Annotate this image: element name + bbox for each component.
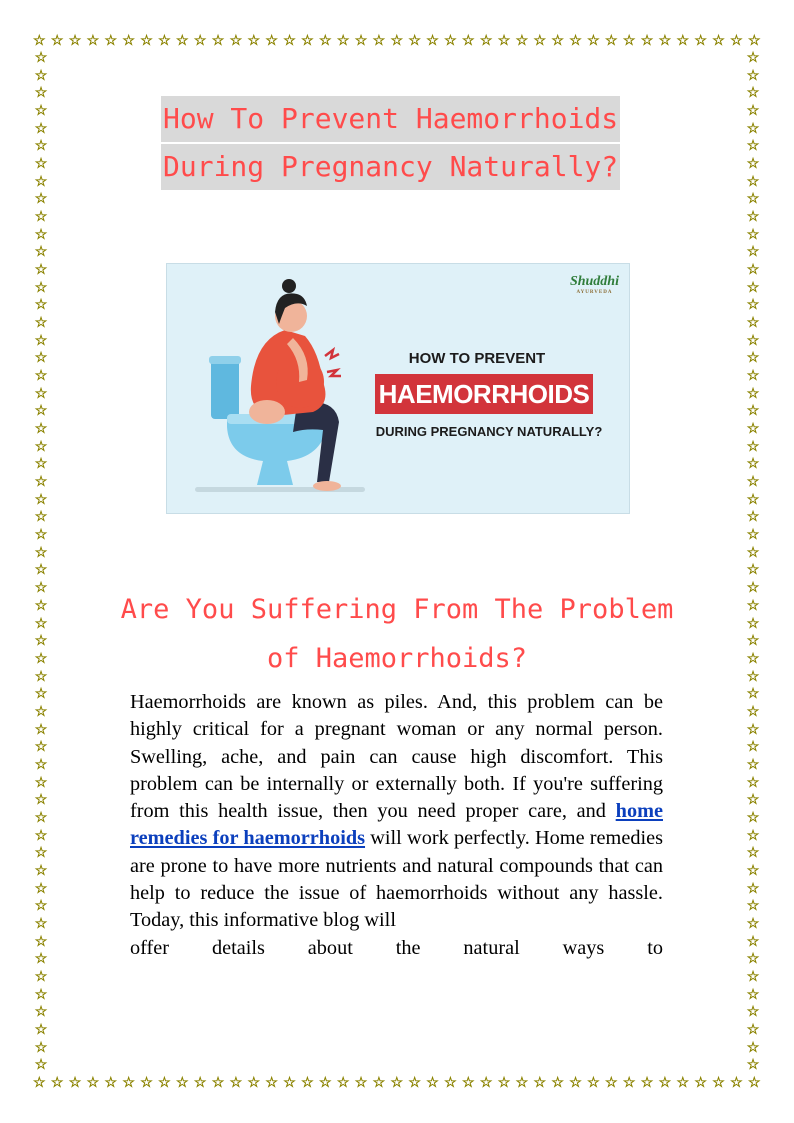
star-icon: ☆ [746, 456, 760, 473]
star-icon: ☆ [746, 332, 760, 349]
star-icon: ☆ [176, 33, 189, 49]
star-icon: ☆ [140, 33, 153, 49]
star-icon: ☆ [746, 156, 760, 173]
star-icon: ☆ [34, 562, 48, 579]
star-icon: ☆ [746, 421, 760, 438]
star-icon: ☆ [746, 986, 760, 1003]
star-icon: ☆ [551, 33, 564, 49]
star-icon: ☆ [746, 915, 760, 932]
star-icon: ☆ [34, 686, 48, 703]
star-icon: ☆ [746, 633, 760, 650]
star-icon: ☆ [34, 385, 48, 402]
star-icon: ☆ [746, 686, 760, 703]
star-icon: ☆ [746, 597, 760, 614]
star-icon: ☆ [372, 33, 386, 49]
star-icon: ☆ [497, 33, 511, 49]
star-icon: ☆ [746, 138, 760, 155]
star-icon: ☆ [587, 1075, 600, 1091]
paragraph-text-2: will work perfectly. Home remedies are prone to have more nutrients and natural compounds that can help to reduce the issue of haemorrhoids without any hassle. Today, this informative blog will [130, 827, 664, 932]
star-icon: ☆ [746, 50, 760, 66]
star-icon: ☆ [640, 33, 654, 49]
star-icon: ☆ [746, 650, 760, 667]
home-remedies-link[interactable]: home remedies for haemorrhoids [130, 800, 663, 850]
section-heading [100, 585, 694, 683]
star-icon: ☆ [746, 756, 760, 773]
hero-line-1: HOW TO PREVENT [408, 350, 546, 367]
star-icon: ☆ [372, 1075, 386, 1091]
star-icon: ☆ [34, 244, 48, 261]
star-icon: ☆ [605, 1075, 618, 1091]
star-icon: ☆ [34, 156, 48, 173]
star-icon: ☆ [746, 562, 760, 579]
star-icon: ☆ [34, 332, 48, 349]
star-icon: ☆ [746, 509, 760, 526]
star-icon: ☆ [34, 421, 48, 438]
star-icon: ☆ [390, 33, 404, 49]
star-icon: ☆ [746, 209, 760, 226]
star-icon: ☆ [34, 650, 48, 667]
star-icon: ☆ [34, 279, 48, 296]
star-icon: ☆ [34, 67, 48, 84]
star-icon: ☆ [34, 103, 48, 120]
paragraph-text-1: Haemorrhoids are known as piles. And, this problem can be highly critical for a pregnant woman or any normal person. Swelling, ache, and pain can cause high discomfort. This problem can be internally or externally both. If you're suffering from this health issue, then you need proper care, and [130, 691, 663, 823]
star-icon: ☆ [622, 33, 636, 49]
star-icon: ☆ [34, 191, 48, 208]
star-icon: ☆ [50, 1075, 64, 1091]
heading-line-2: of Haemorrhoids? [266, 643, 528, 674]
star-icon: ☆ [746, 880, 760, 897]
star-icon: ☆ [746, 1021, 760, 1038]
star-icon: ☆ [746, 1004, 760, 1021]
star-icon: ☆ [354, 33, 368, 49]
star-icon: ☆ [533, 33, 547, 49]
star-icon: ☆ [176, 1075, 189, 1091]
star-icon: ☆ [515, 33, 529, 49]
star-icon: ☆ [265, 33, 278, 49]
star-icon: ☆ [34, 951, 48, 968]
star-icon: ☆ [730, 1075, 743, 1091]
star-border-left [33, 51, 49, 1073]
star-icon: ☆ [193, 33, 207, 49]
star-icon: ☆ [319, 33, 332, 49]
star-icon: ☆ [34, 350, 48, 367]
star-icon: ☆ [34, 474, 48, 491]
star-icon: ☆ [33, 33, 46, 49]
star-icon: ☆ [34, 368, 48, 385]
star-icon: ☆ [68, 1075, 82, 1091]
star-icon: ☆ [746, 862, 760, 879]
page-title [161, 96, 651, 192]
star-icon: ☆ [34, 120, 48, 137]
star-icon: ☆ [68, 33, 82, 49]
star-icon: ☆ [746, 968, 760, 985]
star-icon: ☆ [746, 368, 760, 385]
star-icon: ☆ [247, 33, 261, 49]
star-icon: ☆ [479, 33, 493, 49]
star-icon: ☆ [444, 1075, 457, 1091]
star-icon: ☆ [676, 1075, 690, 1091]
star-icon: ☆ [746, 474, 760, 491]
star-icon: ☆ [746, 951, 760, 968]
star-icon: ☆ [34, 50, 48, 66]
star-icon: ☆ [746, 845, 760, 862]
star-icon: ☆ [34, 262, 48, 279]
star-icon: ☆ [211, 33, 225, 49]
star-icon: ☆ [569, 1075, 582, 1091]
star-icon: ☆ [247, 1075, 261, 1091]
star-icon: ☆ [34, 774, 48, 791]
star-icon: ☆ [746, 1039, 760, 1056]
star-icon: ☆ [746, 262, 760, 279]
star-icon: ☆ [34, 845, 48, 862]
star-icon: ☆ [746, 191, 760, 208]
star-icon: ☆ [34, 315, 48, 332]
star-border-right [745, 51, 761, 1073]
star-icon: ☆ [158, 1075, 171, 1091]
star-icon: ☆ [34, 756, 48, 773]
star-icon: ☆ [746, 615, 760, 632]
star-icon: ☆ [34, 85, 48, 102]
star-icon: ☆ [34, 615, 48, 632]
star-icon: ☆ [746, 739, 760, 756]
star-icon: ☆ [122, 1075, 135, 1091]
star-icon: ☆ [211, 1075, 225, 1091]
star-icon: ☆ [746, 403, 760, 420]
star-icon: ☆ [569, 33, 582, 49]
star-icon: ☆ [746, 438, 760, 455]
star-icon: ☆ [34, 456, 48, 473]
star-icon: ☆ [193, 1075, 207, 1091]
pregnant-woman-on-toilet-illustration [197, 264, 397, 504]
star-icon: ☆ [283, 33, 296, 49]
star-icon: ☆ [712, 1075, 725, 1091]
star-icon: ☆ [34, 792, 48, 809]
star-icon: ☆ [746, 809, 760, 826]
star-icon: ☆ [426, 1075, 439, 1091]
star-icon: ☆ [34, 898, 48, 915]
star-icon: ☆ [265, 1075, 278, 1091]
star-icon: ☆ [746, 827, 760, 844]
star-icon: ☆ [34, 597, 48, 614]
star-border-bottom [33, 1075, 761, 1091]
star-icon: ☆ [462, 33, 475, 49]
paragraph-last-line: offer details about the natural ways to [130, 936, 663, 959]
star-icon: ☆ [533, 1075, 547, 1091]
star-icon: ☆ [746, 898, 760, 915]
star-icon: ☆ [746, 668, 760, 685]
star-icon: ☆ [746, 103, 760, 120]
star-icon: ☆ [34, 633, 48, 650]
hero-line-3: DURING PREGNANCY NATURALLY? [375, 424, 603, 439]
star-icon: ☆ [301, 1075, 314, 1091]
star-icon: ☆ [748, 1075, 761, 1091]
star-icon: ☆ [50, 33, 64, 49]
star-icon: ☆ [34, 1057, 48, 1074]
star-icon: ☆ [34, 403, 48, 420]
star-icon: ☆ [34, 703, 48, 720]
star-icon: ☆ [34, 1039, 48, 1056]
star-icon: ☆ [746, 173, 760, 190]
star-icon: ☆ [104, 33, 118, 49]
star-icon: ☆ [34, 1021, 48, 1038]
star-icon: ☆ [140, 1075, 153, 1091]
star-icon: ☆ [34, 209, 48, 226]
star-icon: ☆ [748, 33, 761, 49]
body-paragraph [130, 689, 663, 962]
star-icon: ☆ [746, 792, 760, 809]
star-border-top [33, 33, 761, 49]
star-icon: ☆ [746, 721, 760, 738]
star-icon: ☆ [746, 297, 760, 314]
star-icon: ☆ [301, 33, 314, 49]
star-icon: ☆ [426, 33, 439, 49]
star-icon: ☆ [390, 1075, 404, 1091]
star-icon: ☆ [229, 33, 243, 49]
star-icon: ☆ [746, 279, 760, 296]
star-icon: ☆ [336, 33, 350, 49]
star-icon: ☆ [676, 33, 690, 49]
star-icon: ☆ [34, 509, 48, 526]
star-icon: ☆ [712, 33, 725, 49]
star-icon: ☆ [746, 527, 760, 544]
star-icon: ☆ [34, 1004, 48, 1021]
star-icon: ☆ [229, 1075, 243, 1091]
star-icon: ☆ [746, 1057, 760, 1074]
star-icon: ☆ [34, 862, 48, 879]
title-line-2: During Pregnancy Naturally? [161, 144, 620, 190]
star-icon: ☆ [336, 1075, 350, 1091]
star-icon: ☆ [479, 1075, 493, 1091]
star-icon: ☆ [746, 544, 760, 561]
star-icon: ☆ [730, 33, 743, 49]
star-icon: ☆ [86, 1075, 100, 1091]
star-icon: ☆ [551, 1075, 564, 1091]
star-icon: ☆ [33, 1075, 46, 1091]
star-icon: ☆ [34, 580, 48, 597]
star-icon: ☆ [34, 880, 48, 897]
star-icon: ☆ [605, 33, 618, 49]
hero-image [166, 263, 630, 514]
star-icon: ☆ [746, 120, 760, 137]
star-icon: ☆ [283, 1075, 296, 1091]
star-icon: ☆ [746, 85, 760, 102]
star-icon: ☆ [34, 173, 48, 190]
title-line-1: How To Prevent Haemorrhoids [161, 96, 620, 142]
star-icon: ☆ [158, 33, 171, 49]
star-icon: ☆ [34, 986, 48, 1003]
star-icon: ☆ [515, 1075, 529, 1091]
star-icon: ☆ [34, 739, 48, 756]
star-icon: ☆ [746, 226, 760, 243]
star-icon: ☆ [34, 915, 48, 932]
star-icon: ☆ [86, 33, 100, 49]
star-icon: ☆ [746, 491, 760, 508]
star-icon: ☆ [658, 33, 672, 49]
star-icon: ☆ [444, 33, 457, 49]
star-icon: ☆ [34, 827, 48, 844]
star-icon: ☆ [497, 1075, 511, 1091]
star-icon: ☆ [746, 350, 760, 367]
star-icon: ☆ [622, 1075, 636, 1091]
star-icon: ☆ [746, 774, 760, 791]
star-icon: ☆ [462, 1075, 475, 1091]
star-icon: ☆ [104, 1075, 118, 1091]
star-icon: ☆ [34, 297, 48, 314]
star-icon: ☆ [694, 1075, 707, 1091]
star-icon: ☆ [746, 933, 760, 950]
star-icon: ☆ [354, 1075, 368, 1091]
shuddhi-logo: Shuddhi AYURVEDA [569, 274, 619, 295]
star-icon: ☆ [746, 315, 760, 332]
star-icon: ☆ [746, 67, 760, 84]
star-icon: ☆ [34, 721, 48, 738]
star-icon: ☆ [694, 33, 707, 49]
star-icon: ☆ [34, 668, 48, 685]
star-icon: ☆ [34, 544, 48, 561]
star-icon: ☆ [34, 968, 48, 985]
star-icon: ☆ [34, 226, 48, 243]
star-icon: ☆ [746, 385, 760, 402]
star-icon: ☆ [587, 33, 600, 49]
star-icon: ☆ [34, 438, 48, 455]
star-icon: ☆ [408, 33, 421, 49]
star-icon: ☆ [746, 703, 760, 720]
star-icon: ☆ [34, 491, 48, 508]
star-icon: ☆ [122, 33, 135, 49]
star-icon: ☆ [34, 809, 48, 826]
heading-line-1: Are You Suffering From The Problem [120, 594, 674, 625]
star-icon: ☆ [408, 1075, 421, 1091]
star-icon: ☆ [34, 527, 48, 544]
star-icon: ☆ [34, 933, 48, 950]
hero-line-2: HAEMORRHOIDS [375, 374, 593, 414]
star-icon: ☆ [746, 244, 760, 261]
star-icon: ☆ [658, 1075, 672, 1091]
star-icon: ☆ [640, 1075, 654, 1091]
star-icon: ☆ [34, 138, 48, 155]
star-icon: ☆ [319, 1075, 332, 1091]
star-icon: ☆ [746, 580, 760, 597]
